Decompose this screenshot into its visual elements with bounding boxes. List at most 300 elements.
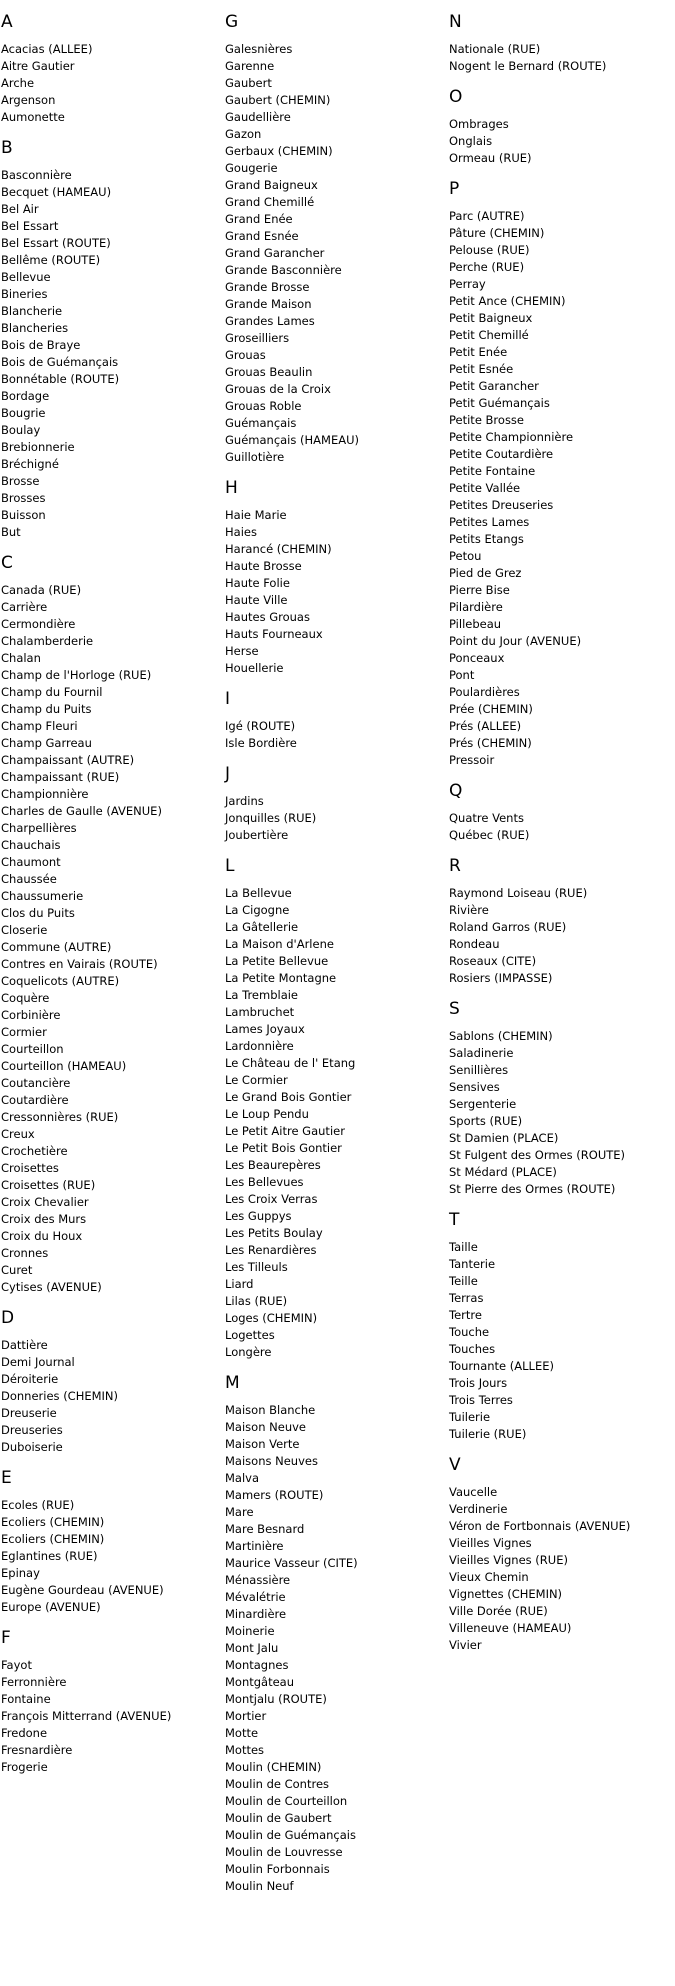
street-name: Bougrie [1, 406, 46, 420]
street-name: Isle Bordière [225, 736, 297, 750]
street-name: Ecoliers (CHEMIN) [1, 1515, 105, 1529]
street-name: Champ de l'Horloge (RUE) [1, 668, 152, 682]
street-name: Champaissant (RUE) [1, 770, 120, 784]
letter-section [1, 1627, 171, 1776]
street-name: Creux [1, 1127, 35, 1141]
street-list [449, 885, 630, 987]
street-name: Croix Chevalier [1, 1195, 89, 1209]
street-name: Galesnières [225, 42, 293, 56]
street-name: Cermondière [1, 617, 76, 631]
street-name: Tournante (ALLEE) [449, 1359, 554, 1373]
street-name: Grand Chemillé [225, 195, 315, 209]
street-list [225, 41, 359, 466]
street-name: Ecoliers (CHEMIN) [1, 1532, 105, 1546]
street-name: Maurice Vasseur (CITE) [225, 1556, 358, 1570]
street-name: Moulin de Gaubert [225, 1811, 332, 1825]
street-name: Moulin Neuf [225, 1879, 294, 1893]
street-name: Demi Journal [1, 1355, 75, 1369]
section-letter-heading: S [449, 999, 460, 1019]
street-name: Mare [225, 1505, 254, 1519]
section-letter-heading: D [1, 1308, 15, 1328]
street-name: Les Croix Verras [225, 1192, 318, 1206]
section-letter-heading: P [449, 179, 460, 199]
letter-section [225, 477, 359, 677]
street-name: Groseilliers [225, 331, 290, 345]
street-name: Closerie [1, 923, 48, 937]
street-name: Brosse [1, 474, 40, 488]
street-name: Gazon [225, 127, 262, 141]
street-name: Le Cormier [225, 1073, 288, 1087]
street-name: Onglais [449, 134, 493, 148]
street-name: Grandes Lames [225, 314, 315, 328]
street-name: Coquère [1, 991, 50, 1005]
street-name: Champaissant (AUTRE) [1, 753, 135, 767]
street-name: Ecoles (RUE) [1, 1498, 75, 1512]
street-name: Chauchais [1, 838, 61, 852]
street-name: Parc (AUTRE) [449, 209, 525, 223]
street-name: Nationale (RUE) [449, 42, 541, 56]
section-letter-heading: R [449, 856, 461, 876]
street-name: Rosiers (IMPASSE) [449, 971, 553, 985]
street-name: Mortier [225, 1709, 267, 1723]
street-name: Coquelicots (AUTRE) [1, 974, 120, 988]
street-name: Ménassière [225, 1573, 291, 1587]
section-letter-heading: H [225, 478, 238, 498]
street-name: Grouas [225, 348, 266, 362]
street-name: Les Tilleuls [225, 1260, 288, 1274]
street-name: Touches [449, 1342, 496, 1356]
street-name: Quatre Vents [449, 811, 524, 825]
street-name: La Petite Bellevue [225, 954, 329, 968]
street-index-column-1 [1, 0, 171, 1776]
street-name: Malva [225, 1471, 260, 1485]
street-name: Villeneuve (HAMEAU) [449, 1621, 572, 1635]
street-name: Jonquilles (RUE) [225, 811, 317, 825]
street-name: Petite Vallée [449, 481, 521, 495]
street-name: Gougerie [225, 161, 278, 175]
street-name: Bel Air [1, 202, 39, 216]
street-name: Pressoir [449, 753, 495, 767]
street-name: St Damien (PLACE) [449, 1131, 559, 1145]
street-list [449, 208, 630, 769]
street-name: Croix du Houx [1, 1229, 83, 1243]
street-name: Ferronnière [1, 1675, 67, 1689]
street-name: Petites Dreuseries [449, 498, 554, 512]
street-name: Le Château de l' Etang [225, 1056, 356, 1070]
street-name: Bineries [1, 287, 48, 301]
street-name: Roseaux (CITE) [449, 954, 537, 968]
street-name: Mottes [225, 1743, 265, 1757]
street-name: La Cigogne [225, 903, 290, 917]
street-name: Bonnétable (ROUTE) [1, 372, 120, 386]
street-name: Point du Jour (AVENUE) [449, 634, 582, 648]
street-name: Le Petit Bois Gontier [225, 1141, 342, 1155]
street-name: St Médard (PLACE) [449, 1165, 557, 1179]
street-name: Argenson [1, 93, 56, 107]
letter-section [225, 763, 359, 844]
street-name: Eglantines (RUE) [1, 1549, 98, 1563]
street-name: Liard [225, 1277, 254, 1291]
street-name: La Tremblaie [225, 988, 299, 1002]
section-letter-heading: N [449, 12, 462, 32]
street-name: Teille [449, 1274, 478, 1288]
street-name: Les Renardières [225, 1243, 317, 1257]
street-name: Donneries (CHEMIN) [1, 1389, 119, 1403]
street-name: La Gâtellerie [225, 920, 299, 934]
street-list [1, 1657, 171, 1776]
street-name: Guémançais [225, 416, 297, 430]
street-name: Europe (AVENUE) [1, 1600, 101, 1614]
street-name: Haie Marie [225, 508, 287, 522]
street-name: Bréchigné [1, 457, 59, 471]
street-name: Pierre Bise [449, 583, 510, 597]
street-name: Trois Jours [449, 1376, 508, 1390]
street-name: Sablons (CHEMIN) [449, 1029, 553, 1043]
street-name: Nogent le Bernard (ROUTE) [449, 59, 607, 73]
street-name: Aumonette [1, 110, 65, 124]
street-name: Lames Joyaux [225, 1022, 305, 1036]
street-name: Arche [1, 76, 35, 90]
street-name: Buisson [1, 508, 46, 522]
section-letter-heading: V [449, 1455, 461, 1475]
street-name: Dattière [1, 1338, 48, 1352]
street-name: Petit Guémançais [449, 396, 550, 410]
street-name: Montgâteau [225, 1675, 295, 1689]
street-name: Becquet (HAMEAU) [1, 185, 112, 199]
street-name: Les Beaurepères [225, 1158, 321, 1172]
street-name: Ormeau (RUE) [449, 151, 532, 165]
street-name: Lardonnière [225, 1039, 294, 1053]
street-name: Mare Besnard [225, 1522, 305, 1536]
street-name: Dreuseries [1, 1423, 63, 1437]
street-name: Petits Etangs [449, 532, 524, 546]
street-name: Harancé (CHEMIN) [225, 542, 332, 556]
street-name: Sergenterie [449, 1097, 517, 1111]
street-name: Courteillon [1, 1042, 64, 1056]
street-name: Bellême (ROUTE) [1, 253, 101, 267]
street-name: Fayot [1, 1658, 32, 1672]
street-list [225, 1402, 359, 1895]
street-name: Rondeau [449, 937, 500, 951]
street-name: Maison Verte [225, 1437, 300, 1451]
street-name: Petite Fontaine [449, 464, 536, 478]
street-name: Cytises (AVENUE) [1, 1280, 102, 1294]
street-name: Houellerie [225, 661, 284, 675]
street-name: Coutardière [1, 1093, 69, 1107]
street-name: Chaumont [1, 855, 61, 869]
street-name: Saladinerie [449, 1046, 514, 1060]
street-name: Petou [449, 549, 482, 563]
street-name: La Bellevue [225, 886, 292, 900]
section-letter-heading: A [1, 12, 13, 32]
street-name: Aitre Gautier [1, 59, 75, 73]
street-name: Le Loup Pendu [225, 1107, 309, 1121]
street-name: La Petite Montagne [225, 971, 337, 985]
street-name: Frogerie [1, 1760, 48, 1774]
section-letter-heading: J [225, 764, 231, 784]
street-name: Haute Brosse [225, 559, 302, 573]
street-name: Garenne [225, 59, 275, 73]
street-name: Roland Garros (RUE) [449, 920, 567, 934]
street-name: Contres en Vairais (ROUTE) [1, 957, 158, 971]
letter-section [225, 688, 359, 752]
letter-section [449, 1454, 630, 1654]
street-name: Perray [449, 277, 486, 291]
street-list [1, 1337, 171, 1456]
street-name: Hautes Grouas [225, 610, 310, 624]
street-name: Grande Basconnière [225, 263, 342, 277]
street-name: Vieilles Vignes (RUE) [449, 1553, 568, 1567]
street-list [449, 41, 630, 75]
street-name: Gaubert [225, 76, 272, 90]
street-name: Brebionnerie [1, 440, 75, 454]
section-letter-heading: T [449, 1210, 460, 1230]
street-name: Commune (AUTRE) [1, 940, 112, 954]
street-name: Mont Jalu [225, 1641, 279, 1655]
street-name: Joubertière [225, 828, 289, 842]
street-name: Cressonnières (RUE) [1, 1110, 119, 1124]
street-name: Les Guppys [225, 1209, 292, 1223]
street-name: Loges (CHEMIN) [225, 1311, 318, 1325]
street-name: Championnière [1, 787, 89, 801]
street-name: St Pierre des Ormes (ROUTE) [449, 1182, 616, 1196]
street-name: Grand Garancher [225, 246, 325, 260]
street-name: Acacias (ALLEE) [1, 42, 93, 56]
letter-section [1, 11, 171, 126]
street-name: Prés (ALLEE) [449, 719, 522, 733]
street-name: Grand Esnée [225, 229, 299, 243]
street-name: Sports (RUE) [449, 1114, 523, 1128]
street-name: Corbinière [1, 1008, 61, 1022]
letter-section [449, 11, 630, 75]
street-name: Pelouse (RUE) [449, 243, 530, 257]
street-name: Prée (CHEMIN) [449, 702, 533, 716]
street-name: Champ du Fournil [1, 685, 103, 699]
street-name: Moulin de Courteillon [225, 1794, 348, 1808]
street-name: Trois Terres [449, 1393, 513, 1407]
street-name: Montagnes [225, 1658, 289, 1672]
street-name: Québec (RUE) [449, 828, 530, 842]
street-name: Vivier [449, 1638, 482, 1652]
street-name: Charpellières [1, 821, 77, 835]
letter-section [449, 998, 630, 1198]
street-name: Rivière [449, 903, 489, 917]
street-name: Maison Neuve [225, 1420, 306, 1434]
street-name: Grand Enée [225, 212, 293, 226]
section-letter-heading: Q [449, 781, 463, 801]
street-name: Charles de Gaulle (AVENUE) [1, 804, 162, 818]
section-letter-heading: E [1, 1468, 12, 1488]
street-name: Fredone [1, 1726, 48, 1740]
street-name: Petit Baigneux [449, 311, 533, 325]
street-name: Gaubert (CHEMIN) [225, 93, 331, 107]
street-name: Prés (CHEMIN) [449, 736, 532, 750]
street-name: But [1, 525, 21, 539]
street-name: Tuilerie [449, 1410, 491, 1424]
street-name: Guillotière [225, 450, 285, 464]
street-name: Grouas de la Croix [225, 382, 331, 396]
section-letter-heading: F [1, 1628, 11, 1648]
street-name: Petites Lames [449, 515, 530, 529]
section-letter-heading: M [225, 1373, 240, 1393]
street-list [449, 1028, 630, 1198]
street-name: Motte [225, 1726, 259, 1740]
section-letter-heading: G [225, 12, 239, 32]
street-name: Ponceaux [449, 651, 505, 665]
street-name: Champ Garreau [1, 736, 92, 750]
street-name: Moulin (CHEMIN) [225, 1760, 322, 1774]
street-name: Eugène Gourdeau (AVENUE) [1, 1583, 164, 1597]
street-name: Croix des Murs [1, 1212, 87, 1226]
street-name: Cronnes [1, 1246, 49, 1260]
street-name: Vieux Chemin [449, 1570, 529, 1584]
street-name: Petit Enée [449, 345, 508, 359]
street-list [225, 507, 359, 677]
letter-section [225, 11, 359, 466]
street-name: Duboiserie [1, 1440, 63, 1454]
street-name: Bel Essart (ROUTE) [1, 236, 111, 250]
street-name: La Maison d'Arlene [225, 937, 334, 951]
street-name: Croisettes (RUE) [1, 1178, 96, 1192]
street-name: Moulin de Guémançais [225, 1828, 356, 1842]
street-name: Grande Brosse [225, 280, 310, 294]
street-name: Mévalétrie [225, 1590, 286, 1604]
street-name: Tanterie [449, 1257, 496, 1271]
street-name: Petit Chemillé [449, 328, 529, 342]
street-name: Ombrages [449, 117, 509, 131]
street-list [1, 582, 171, 1296]
street-name: Petite Coutardière [449, 447, 554, 461]
street-name: Champ du Puits [1, 702, 92, 716]
street-name: Montjalu (ROUTE) [225, 1692, 327, 1706]
street-name: Longère [225, 1345, 272, 1359]
street-name: Champ Fleuri [1, 719, 78, 733]
section-letter-heading: I [225, 689, 231, 709]
street-name: Hauts Fourneaux [225, 627, 323, 641]
street-name: Boulay [1, 423, 41, 437]
letter-section [449, 1209, 630, 1443]
street-name: Croisettes [1, 1161, 59, 1175]
street-name: St Fulgent des Ormes (ROUTE) [449, 1148, 626, 1162]
street-name: Dreuserie [1, 1406, 57, 1420]
street-name: Touche [449, 1325, 490, 1339]
street-name: Moinerie [225, 1624, 275, 1638]
letter-section [1, 1467, 171, 1616]
street-name: Chalamberderie [1, 634, 94, 648]
letter-section [1, 552, 171, 1296]
street-name: François Mitterrand (AVENUE) [1, 1709, 172, 1723]
street-name: Bellevue [1, 270, 51, 284]
street-name: Clos du Puits [1, 906, 75, 920]
letter-section [449, 855, 630, 987]
street-name: Blancheries [1, 321, 69, 335]
street-name: Brosses [1, 491, 46, 505]
street-name: Pâture (CHEMIN) [449, 226, 545, 240]
street-name: Déroiterie [1, 1372, 59, 1386]
street-name: Epinay [1, 1566, 40, 1580]
street-name: Carrière [1, 600, 48, 614]
street-name: Maisons Neuves [225, 1454, 318, 1468]
street-name: Grouas Roble [225, 399, 302, 413]
street-list [1, 1497, 171, 1616]
street-name: Chaussée [1, 872, 57, 886]
street-name: Mamers (ROUTE) [225, 1488, 324, 1502]
street-name: Les Bellevues [225, 1175, 304, 1189]
street-name: Sensives [449, 1080, 500, 1094]
street-name: Cormier [1, 1025, 47, 1039]
street-name: Pillebeau [449, 617, 502, 631]
street-name: Martinière [225, 1539, 284, 1553]
street-name: Pont [449, 668, 475, 682]
street-name: Bordage [1, 389, 50, 403]
street-index-column-3 [449, 0, 630, 1654]
street-name: Petit Esnée [449, 362, 514, 376]
street-name: Véron de Fortbonnais (AVENUE) [449, 1519, 631, 1533]
street-name: Pilardière [449, 600, 503, 614]
street-name: Terras [449, 1291, 484, 1305]
street-list [449, 1484, 630, 1654]
street-name: Guémançais (HAMEAU) [225, 433, 359, 447]
street-name: Jardins [225, 794, 264, 808]
street-name: Grand Baigneux [225, 178, 318, 192]
street-name: Le Grand Bois Gontier [225, 1090, 352, 1104]
street-name: Vignettes (CHEMIN) [449, 1587, 563, 1601]
street-name: Basconnière [1, 168, 72, 182]
street-name: Tuilerie (RUE) [449, 1427, 527, 1441]
street-list [449, 810, 630, 844]
letter-section [449, 86, 630, 167]
street-name: Maison Blanche [225, 1403, 316, 1417]
street-name: Canada (RUE) [1, 583, 82, 597]
street-list [449, 1239, 630, 1443]
street-name: Curet [1, 1263, 33, 1277]
street-list [225, 885, 359, 1361]
street-name: Taille [449, 1240, 478, 1254]
street-name: Le Petit Aitre Gautier [225, 1124, 345, 1138]
street-name: Poulardières [449, 685, 520, 699]
street-list [225, 718, 359, 752]
street-name: Fresnardière [1, 1743, 73, 1757]
street-name: Moulin de Contres [225, 1777, 330, 1791]
street-name: Blancherie [1, 304, 63, 318]
street-name: Pied de Grez [449, 566, 522, 580]
street-name: Logettes [225, 1328, 275, 1342]
street-name: Lambruchet [225, 1005, 295, 1019]
section-letter-heading: C [1, 553, 13, 573]
street-name: Verdinerie [449, 1502, 508, 1516]
street-name: Bois de Guémançais [1, 355, 119, 369]
street-name: Haute Folie [225, 576, 290, 590]
section-letter-heading: L [225, 856, 235, 876]
street-name: Gaudellière [225, 110, 291, 124]
street-name: Chaussumerie [1, 889, 84, 903]
street-name: Raymond Loiseau (RUE) [449, 886, 588, 900]
section-letter-heading: B [1, 138, 13, 158]
street-name: Tertre [449, 1308, 482, 1322]
street-list [225, 793, 359, 844]
street-name: Bel Essart [1, 219, 59, 233]
letter-section [449, 780, 630, 844]
street-list [1, 41, 171, 126]
street-name: Lilas (RUE) [225, 1294, 288, 1308]
letter-section [1, 1307, 171, 1456]
street-name: Fontaine [1, 1692, 51, 1706]
street-name: Petite Brosse [449, 413, 525, 427]
street-name: Gerbaux (CHEMIN) [225, 144, 333, 158]
street-name: Grouas Beaulin [225, 365, 313, 379]
street-name: Crochetière [1, 1144, 68, 1158]
letter-section [225, 855, 359, 1361]
